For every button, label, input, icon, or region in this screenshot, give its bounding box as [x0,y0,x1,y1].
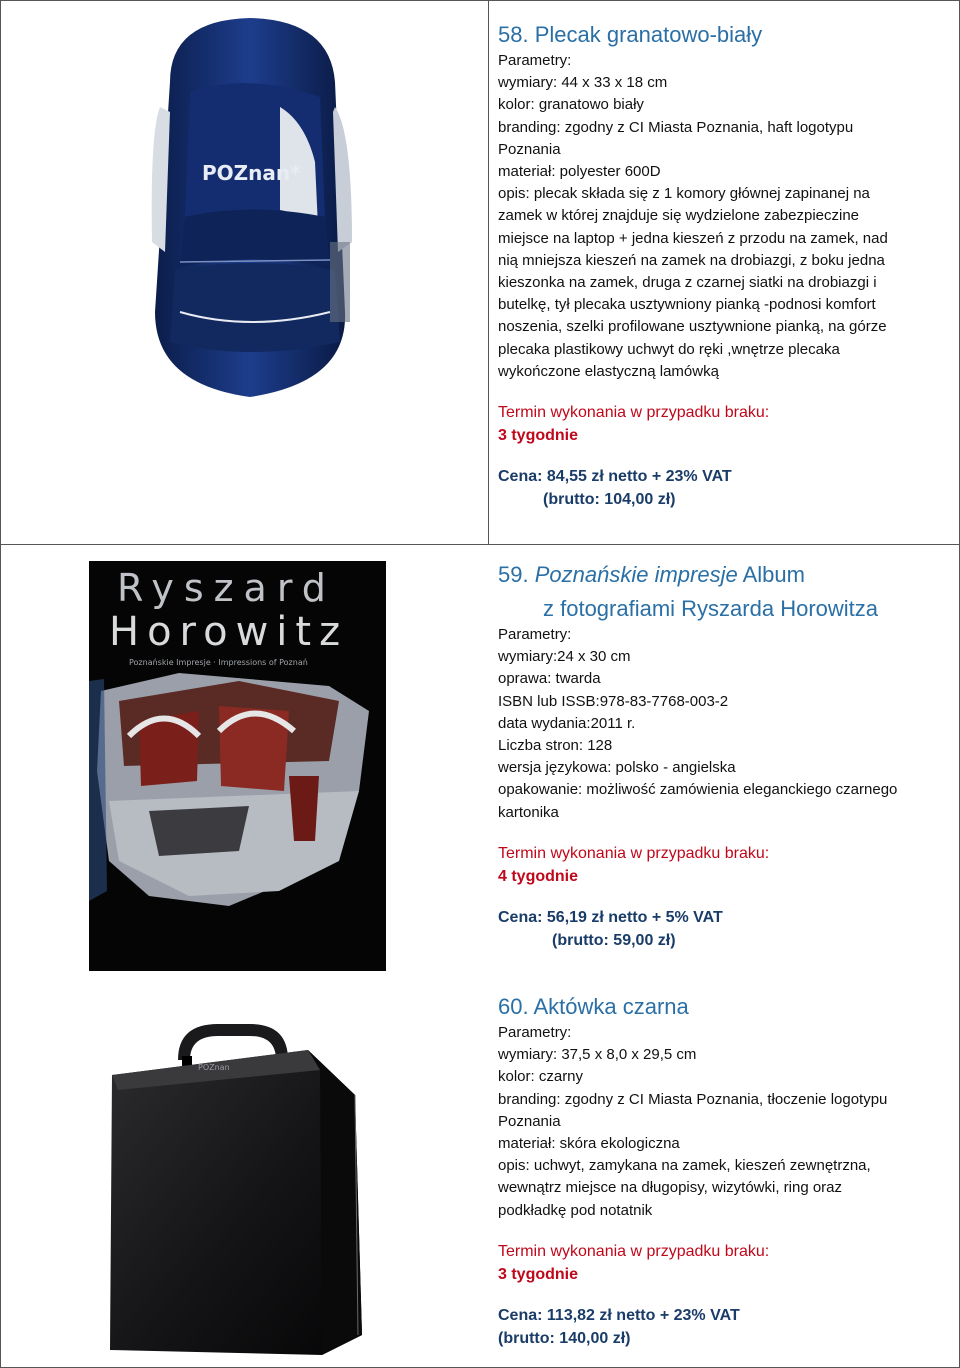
detail-line: zamek w której znajduje się wydzielone zabezpieczine [498,207,860,225]
item-59-title-line2: z fotografiami Ryszarda Horowitza [543,596,879,621]
row-divider-1 [0,544,960,545]
detail-line: noszenia, szelki profilowane usztywnione pianką, na górze [498,318,887,336]
item-60-details [498,1044,953,1222]
detail-line: materiał: skóra ekologiczna [498,1135,680,1153]
item-58-term-label: Termin wykonania w przypadku braku: [498,404,770,422]
item-58-title: 58. Plecak granatowo-biały [498,22,763,47]
detail-line: kieszonka na zamek, druga z czarnej siatki na drobiazgi i [498,274,877,292]
detail-line: wykończone elastyczną lamówką [498,362,719,380]
detail-line: Poznania [498,1112,561,1130]
item-58-details [498,72,953,383]
detail-line: miejsce na laptop + jedna kieszeń z przodu na zamek, nad [498,229,888,247]
album-cover-image [89,561,386,971]
detail-line: branding: zgodny z CI Miasta Poznania, haft logotypu [498,118,854,136]
backpack-logo: POZnan* [202,161,301,185]
item-60-title: 60. Aktówka czarna [498,994,689,1019]
briefcase-image [100,1020,390,1360]
briefcase-logo: POZnan [198,1063,230,1072]
item-60-params-label: Parametry: [498,1024,572,1041]
detail-line: materiał: polyester 600D [498,163,661,181]
item-59-title-rest: Album [742,562,805,587]
backpack-image [130,12,370,407]
detail-line: plecaka plastikowy uchwyt do ręki ,wnętrze plecaka [498,340,840,358]
detail-line: branding: zgodny z CI Miasta Poznania, tłoczenie logotypu [498,1090,888,1108]
detail-line: opis: uchwyt, zamykana na zamek, kieszeń zewnętrzna, [498,1157,871,1175]
detail-line: Liczba stron: 128 [498,737,613,755]
item-59-title-italic: Poznańskie impresje [534,562,738,587]
album-cover-author-first: Ryszard [117,566,336,610]
item-59-params-label: Parametry: [498,626,572,643]
detail-line: opis: plecak składa się z 1 komory głównej zapinanej na [498,185,870,203]
item-59-price-gross: (brutto: 59,00 zł) [552,931,676,949]
item-60 [498,992,953,1350]
item-58-price-gross: (brutto: 104,00 zł) [543,491,676,509]
item-59-details [498,646,953,824]
detail-line: wymiary: 44 x 33 x 18 cm [498,74,668,92]
item-59-title [498,560,953,590]
item-60-price-net: Cena: 113,82 zł netto + 23% VAT [498,1306,740,1324]
item-59-term-value: 4 tygodnie [498,867,579,885]
detail-line: data wydania:2011 r. [498,714,636,732]
item-60-price-gross: (brutto: 140,00 zł) [498,1329,631,1347]
detail-line: nią mniejsza kieszeń na zamek na drobiazgi, z boku jedna [498,251,885,269]
item-58 [498,20,953,511]
detail-line: wymiary:24 x 30 cm [498,648,631,666]
album-cover-subtitle: Poznańskie Impresje · Impressions of Poznań [129,658,308,667]
item-58-term-value: 3 tygodnie [498,427,579,445]
item-59-title-number: 59. [498,562,529,587]
item-58-price-net: Cena: 84,55 zł netto + 23% VAT [498,468,732,486]
detail-line: Poznania [498,140,561,158]
detail-line: wersja językowa: polsko - angielska [498,759,736,777]
detail-line: opakowanie: możliwość zamówienia eleganckiego czarnego [498,781,898,799]
detail-line: wewnątrz miejsce na długopisy, wizytówki, ring oraz [498,1179,843,1197]
detail-line: wymiary: 37,5 x 8,0 x 29,5 cm [498,1046,697,1064]
item-60-term-label: Termin wykonania w przypadku braku: [498,1242,770,1260]
item-58-params-label: Parametry: [498,52,572,69]
detail-line: kolor: granatowo biały [498,96,644,114]
detail-line: kartonika [498,803,559,821]
item-59-price-net: Cena: 56,19 zł netto + 5% VAT [498,908,723,926]
item-59-term-label: Termin wykonania w przypadku braku: [498,844,770,862]
detail-line: butelkę, tył plecaka usztywniony pianką -podnosi komfort [498,296,876,314]
column-divider [488,0,489,545]
item-59 [498,560,953,952]
detail-line: ISBN lub ISSB:978-83-7768-003-2 [498,692,729,710]
item-60-term-value: 3 tygodnie [498,1265,579,1283]
album-cover-author-last: Horowitz [109,609,349,655]
detail-line: podkładkę pod notatnik [498,1201,653,1219]
detail-line: kolor: czarny [498,1068,584,1086]
detail-line: oprawa: twarda [498,670,601,688]
